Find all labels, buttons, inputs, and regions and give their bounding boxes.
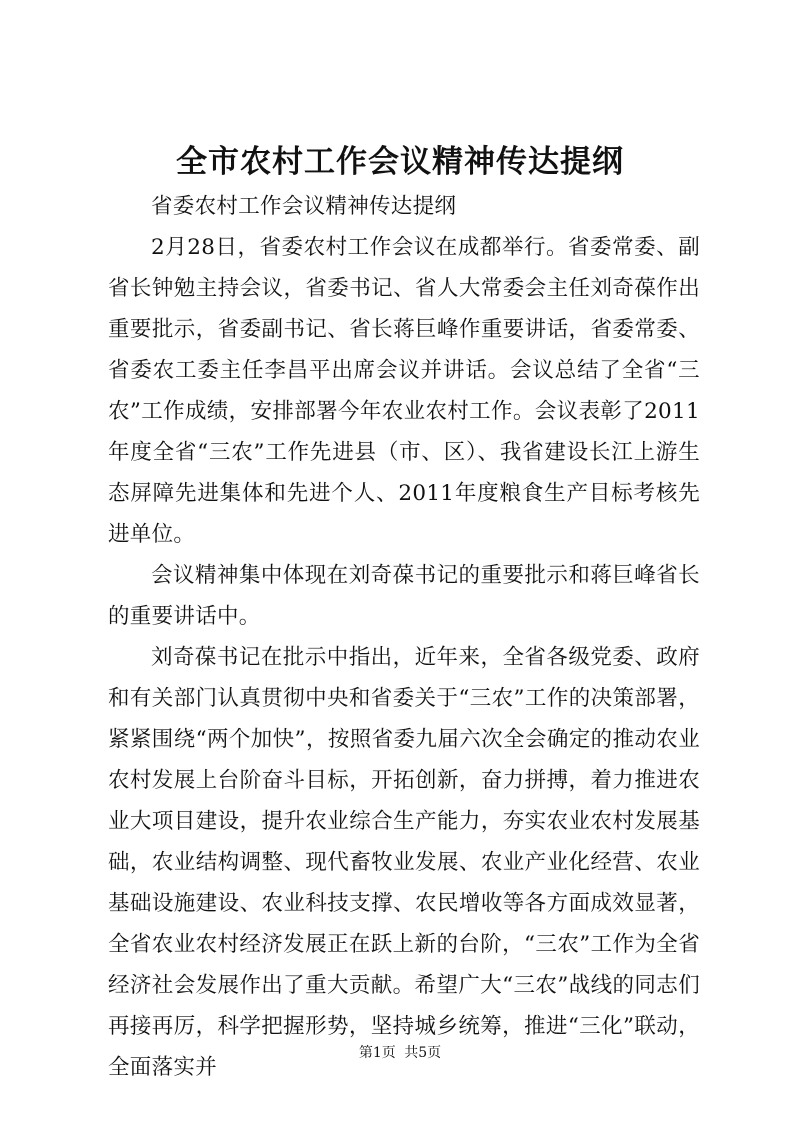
document-title: 全市农村工作会议精神传达提纲 bbox=[176, 144, 624, 180]
page-footer bbox=[0, 1043, 800, 1063]
page-total: 共5页 bbox=[404, 1045, 442, 1061]
paragraph-subtitle: 省委农村工作会议精神传达提纲 bbox=[151, 194, 457, 219]
paragraph-instructions: 刘奇葆书记在批示中指出，近年来，全省各级党委、政府和有关部门认真贯彻中央和省委关于“三农”工作的决策部署，紧紧围绕“两个加快”，按照省委九届六次全会确定的推动农业农村发展上台阶奋斗目标，开拓创新，奋力拼搏，着力推进农业大项目建设，提升农业综合生产能力，夯实农业农村发展基础，农业结构调整、现代畜牧业发展、农业产业化经营、农业基础设施建设、农业科技支撑、农民增收等各方面成效显著，全省农业农村经济发展正在跃上新的台阶，“三农”工作为全省经济社会发展作出了重大贡献。希望广大“三农”战线的同志们再接再厉，科学把握形势，坚持城乡统筹，推进“三化”联动，全面落实并 bbox=[108, 645, 700, 1080]
document-body bbox=[108, 186, 700, 1088]
paragraph-meeting-spirit: 会议精神集中体现在刘奇葆书记的重要批示和蒋巨峰省长的重要讲话中。 bbox=[108, 563, 700, 629]
page-number: 第1页 bbox=[358, 1045, 396, 1061]
paragraph-meeting-summary: 2月28日，省委农村工作会议在成都举行。省委常委、副省长钟勉主持会议，省委书记、省人大常委会主任刘奇葆作出重要批示，省委副书记、省长蒋巨峰作重要讲话，省委常委、省委农工委主任李昌平出席会议并讲话。会议总结了全省“三农”工作成绩，安排部署今年农业农村工作。会议表彰了2011年度全省“三农”工作先进县（市、区）、我省建设长江上游生态屏障先进集体和先进个人、2011年度粮食生产目标考核先进单位。 bbox=[108, 235, 700, 547]
